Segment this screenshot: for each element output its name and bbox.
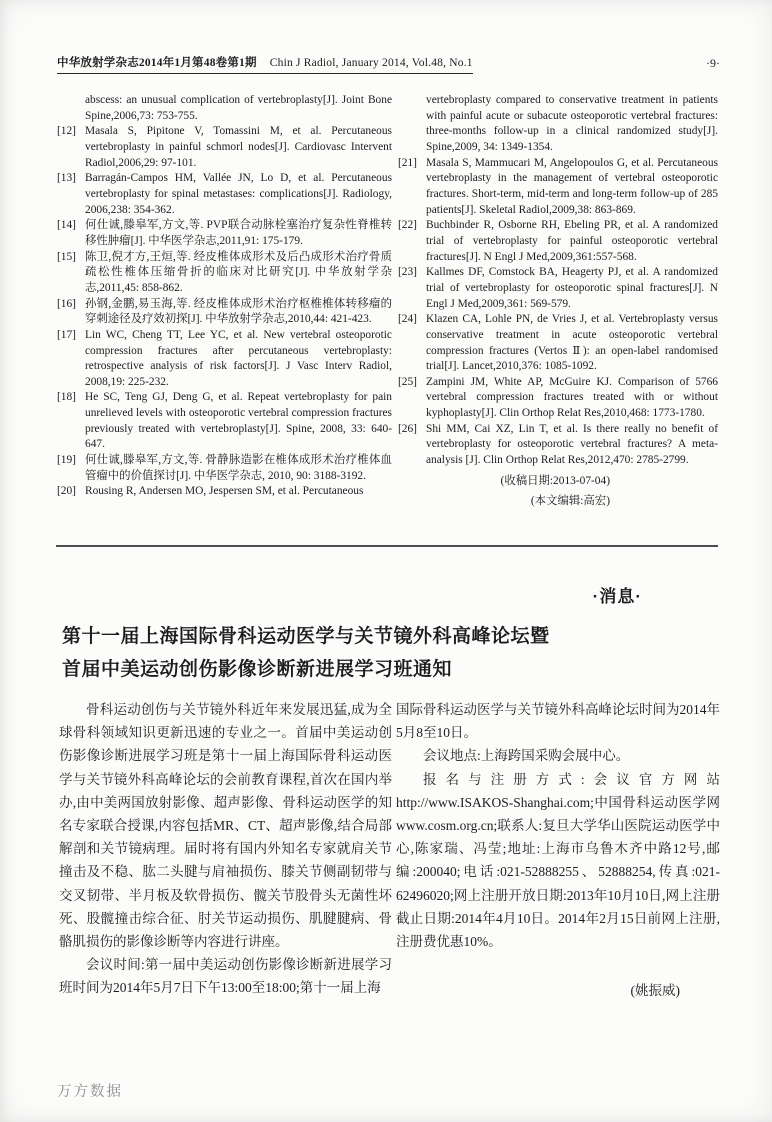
notice-paragraph: 会议时间:第一届中美运动创伤影像诊断新进展学习班时间为2014年5月7日下午13:00至18:00;第十一届上海 — [59, 957, 392, 996]
reference-text: Masala S, Pipitone V, Tomassini M, et al. Percutaneous vertebroplasty in painful schmorl nodes[J]. Cardiovasc Intervent Radiol,2006,29: 97-101. — [85, 125, 392, 169]
notice-signature: (姚振威) — [630, 983, 680, 999]
reference-number: [17] — [57, 328, 76, 341]
reference-item — [398, 375, 718, 422]
notice-body-right-column — [396, 698, 720, 1002]
journal-title-cn: 中华放射学杂志2014年1月第48卷第1期 — [57, 57, 257, 69]
page-header — [57, 54, 720, 74]
reference-item — [57, 218, 392, 249]
reference-item — [398, 422, 718, 469]
page-number: ·9· — [706, 56, 720, 70]
reference-item — [398, 93, 718, 156]
journal-title — [57, 54, 473, 74]
reference-number: [13] — [57, 172, 76, 185]
reference-item — [57, 124, 392, 171]
reference-text: Kallmes DF, Comstock BA, Heagerty PJ, et al. A randomized trial of vertebroplasty for osteoporotic spinal fractures[J]. N Engl J Med,2009,361: 569-579. — [426, 266, 718, 310]
reference-text: Rousing R, Andersen MO, Jespersen SM, et al. Percutaneous — [85, 485, 364, 498]
notice-paragraph: 国际骨科运动医学与关节镜外科高峰论坛时间为2014年5月8至10日。 — [396, 702, 720, 741]
reference-number: [15] — [57, 250, 76, 263]
reference-text: Masala S, Mammucari M, Angelopoulos G, et al. Percutaneous vertebroplasty in the management of vertebral osteoporotic fractures. Short-term, mid-term and long-term follow-up of 285 patients[J]. Skeletal Radiol,2009,38: 863-869. — [426, 156, 718, 216]
references-left-column — [57, 93, 392, 500]
references-right-column — [398, 93, 718, 510]
reference-text: 何仕诚,滕皋军,方文,等. 骨静脉造影在椎体成形术治疗椎体血管瘤中的价值探讨[J]. 中华医学杂志, 2010, 90: 3188-3192. — [85, 454, 392, 482]
reference-item — [57, 171, 392, 218]
reference-text: 孙钢,金鹏,易玉海,等. 经皮椎体成形术治疗枢椎椎体转移瘤的穿刺途径及疗效初探[J]. 中华放射学杂志,2010,44: 421-423. — [85, 297, 392, 326]
reference-number: [20] — [57, 485, 76, 498]
reference-text: 陈卫,倪才方,王烜,等. 经皮椎体成形术及后凸成形术治疗骨质疏松性椎体压缩骨折的临床对比研究[J]. 中华放射学杂志,2011,45: 858-862. — [85, 250, 392, 294]
reference-item — [398, 265, 718, 312]
reference-item — [57, 250, 392, 297]
editor-note: (本文编辑:高宏) — [530, 495, 610, 508]
reference-number: [23] — [398, 266, 417, 279]
reference-item — [398, 156, 718, 219]
reference-text: Buchbinder R, Osborne RH, Ebeling PR, et al. A randomized trial of vertebroplasty for painful osteoporotic vertebral fractures[J]. N Engl J Med,2009,361:557-568. — [426, 219, 718, 263]
reference-text: Klazen CA, Lohle PN, de Vries J, et al. Vertebroplasty versus conservative treatment in acute osteoporotic vertebral compression fractures (Vertos Ⅱ): an open-label randomised trial[J]. Lancet,2010,376: 1085-1092. — [426, 313, 718, 373]
notice-paragraph: 会议地点:上海跨国采购会展中心。 — [423, 748, 630, 764]
notice-body-left-column — [59, 698, 392, 1000]
reference-text: Barragán-Campos HM, Vallée JN, Lo D, et al. Percutaneous vertebroplasty for spinal metastases: complications[J]. Radiology, 2006,238: 354-362. — [85, 172, 392, 216]
reference-item — [57, 328, 392, 391]
reference-item — [398, 312, 718, 375]
reference-number: [14] — [57, 219, 76, 232]
reference-text: Lin WC, Cheng TT, Lee YC, et al. New vertebral osteoporotic compression fractures after percutaneous vertebroplasty: retrospective analysis of risk factors[J]. J Vasc Interv Radiol, 2008,19: 225-232. — [85, 328, 392, 388]
reference-item — [57, 297, 392, 328]
notice-title-line2: 首届中美运动创伤影像诊断新进展学习班通知 — [62, 659, 453, 680]
wanfang-watermark: 万方数据 — [57, 1084, 123, 1100]
reference-text: Shi MM, Cai XZ, Lin T, et al. Is there really no benefit of vertebroplasty for osteoporotic vertebral fractures? A meta-analysis [J]. Clin Orthop Relat Res,2012,470: 2785-2799. — [426, 422, 718, 467]
journal-title-en: Chin J Radiol, January 2014, Vol.48, No.1 — [269, 57, 473, 69]
reference-item — [57, 390, 392, 453]
reference-item — [398, 218, 718, 265]
received-date: (收稿日期:2013-07-04) — [500, 474, 610, 487]
notice-title-line1: 第十一届上海国际骨科运动医学与关节镜外科高峰论坛暨 — [62, 626, 550, 647]
reference-text: Zampini JM, White AP, McGuire KJ. Comparison of 5766 vertebral compression fractures treated with or without kyphoplasty[J]. Clin Orthop Relat Res,2010,468: 1773-1780. — [426, 375, 718, 420]
notice-section-label: ·消息· — [592, 587, 642, 606]
reference-item — [57, 93, 392, 124]
reference-number: [16] — [57, 297, 76, 310]
reference-number: [24] — [398, 313, 417, 326]
reference-number: [19] — [57, 454, 76, 467]
reference-number: [18] — [57, 391, 76, 404]
reference-number: [26] — [398, 422, 417, 435]
section-divider — [56, 545, 718, 547]
notice-paragraph: 报名与注册方式:会议官方网站 http://www.ISAKOS-Shanghai.com;中国骨科运动医学网 www.cosm.org.cn;联系人:复旦大学华山医院运动医学中心,陈家瑞、冯莹;地址:上海市乌鲁木齐中路12号,邮编:200040;电话:021-52888255、52888254,传真:021-62496020;网上注册开放日期:2013年10月10日,网上注册截止日期:2014年4月10日。2014年2月15日前网上注册,注册费优惠10%。 — [396, 771, 720, 950]
reference-text: vertebroplasty compared to conservative treatment in patients with painful acute or subacute osteoporotic vertebral fractures: three-months follow-up in a clinical randomized study[J]. Spine,2009, 34: 1349-1354. — [426, 94, 718, 153]
reference-text: abscess: an unusual complication of vertebroplasty[J]. Joint Bone Spine,2006,73: 753-755. — [85, 94, 392, 122]
notice-paragraph: 骨科运动创伤与关节镜外科近年来发展迅猛,成为全球骨科领域知识更新迅速的专业之一。首届中美运动创伤影像诊断进展学习班是第十一届上海国际骨科运动医学与关节镜外科高峰论坛的会前教育课程,首次在国内举办,由中美两国放射影像、超声影像、骨科运动医学的知名专家联合授课,内容包括MR、CT、超声影像,结合局部解剖和关节镜病理。届时将有国内外知名专家就肩关节撞击及不稳、肱二头腱与肩袖损伤、膝关节侧副韧带与交叉韧带、半月板及软骨损伤、髋关节股骨头无菌性坏死、股髋撞击综合征、肘关节运动损伤、肌腱腱病、骨骼肌损伤的影像诊断等内容进行讲座。 — [59, 702, 392, 950]
reference-number: [12] — [57, 125, 76, 138]
reference-text: 何仕诚,滕皋军,方文,等. PVP联合动脉栓塞治疗复杂性脊椎转移性肿瘤[J]. 中华医学杂志,2011,91: 175-179. — [85, 219, 392, 247]
notice-title — [62, 620, 662, 686]
reference-item — [57, 453, 392, 484]
reference-text: He SC, Teng GJ, Deng G, et al. Repeat vertebroplasty for pain unrelieved levels with osteoporotic vertebral compression fractures previously treated with vertebroplasty[J]. Spine, 2008, 33: 640-647. — [85, 391, 392, 451]
reference-number: [21] — [398, 156, 417, 169]
reference-item — [57, 484, 392, 500]
reference-number: [25] — [398, 375, 417, 388]
reference-number: [22] — [398, 219, 417, 232]
